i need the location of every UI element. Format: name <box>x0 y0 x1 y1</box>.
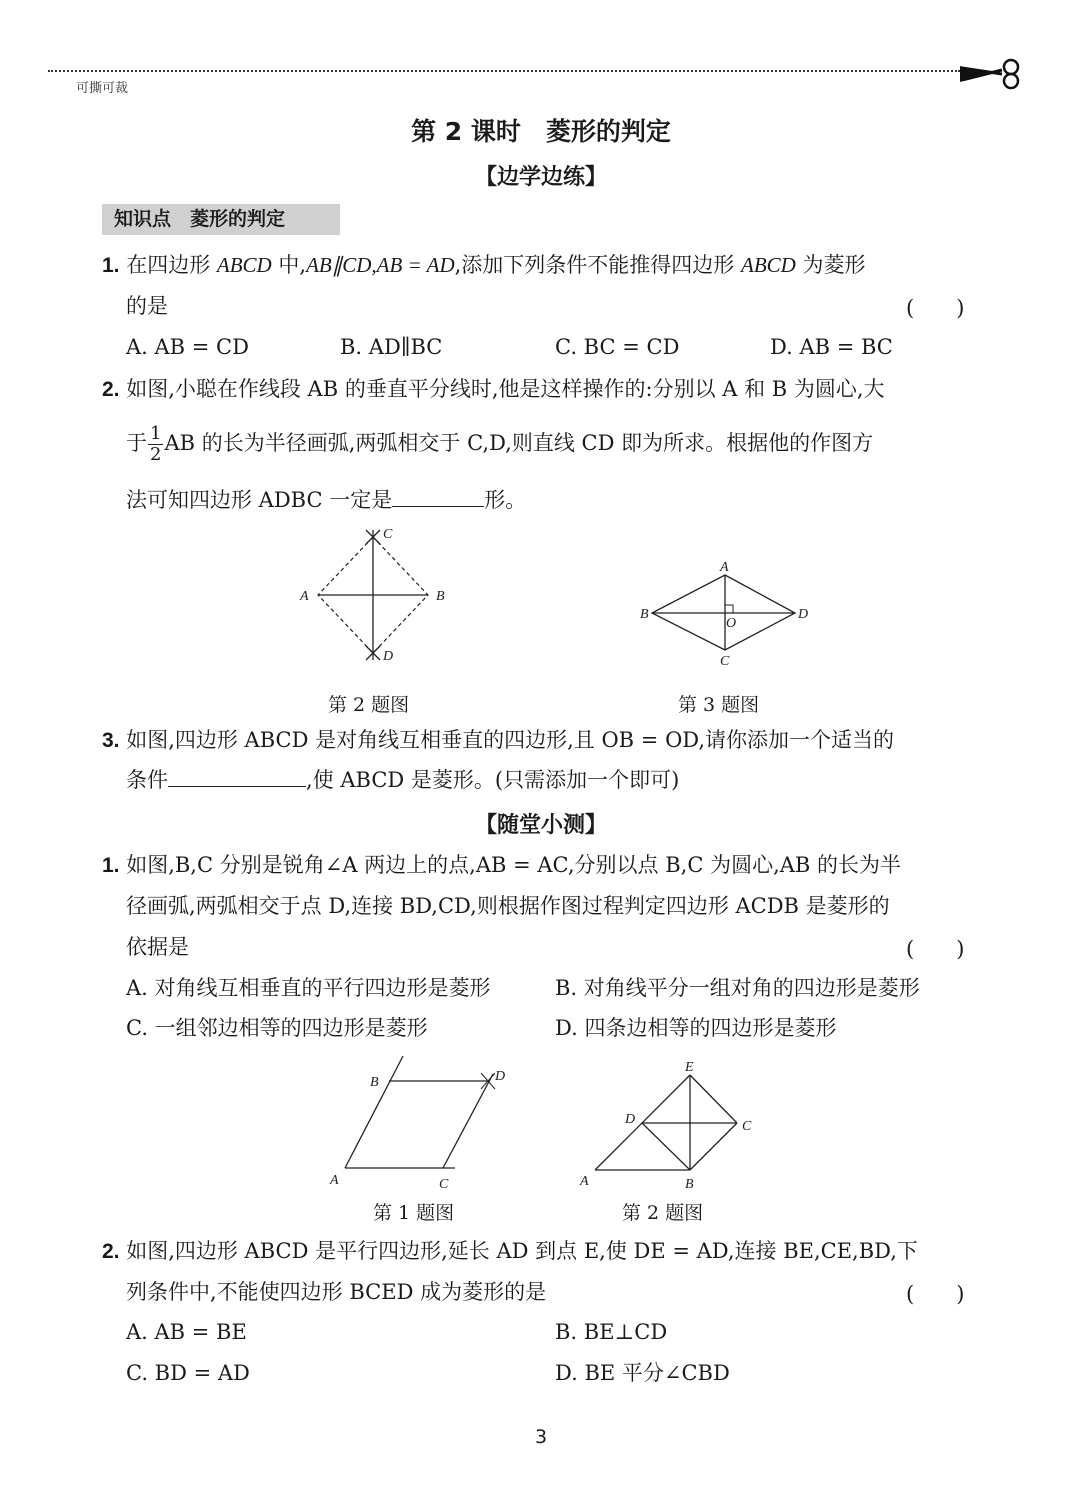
fig2-label-a: A <box>300 589 309 604</box>
t2-figure-caption: 第 2 题图 <box>622 1202 704 1224</box>
fig3-label-a: A <box>720 560 729 575</box>
t1-option-d: D. 四条边相等的四边形是菱形 <box>555 1016 837 1040</box>
cut-label: 可撕可裁 <box>76 81 129 96</box>
t2-option-b: B. BE⊥CD <box>555 1320 668 1344</box>
fig3-label-c: C <box>720 654 730 669</box>
t1-line1: 1. 如图,B,C 分别是锐角∠A 两边上的点,AB = AC,分别以点 B,C 为圆心,AB 的长为半 <box>102 853 902 877</box>
q1-option-d: D. AB = BC <box>770 335 893 359</box>
t2-option-a: A. AB = BE <box>126 1320 247 1344</box>
tfig1-label-d: D <box>495 1069 506 1084</box>
q3-line1: 3. 如图,四边形 ABCD 是对角线互相垂直的四边形,且 OB = OD,请你添加一个适当的 <box>102 728 895 752</box>
section-heading-quiz: 【随堂小测】 <box>474 813 607 838</box>
cut-line <box>48 70 960 72</box>
figure-q2 <box>290 520 460 670</box>
fig3-label-d: D <box>798 607 809 622</box>
q3-answer-blank[interactable] <box>168 766 306 787</box>
page-title: 第 2 课时 菱形的判定 <box>411 117 671 146</box>
figure-q3 <box>630 555 820 670</box>
tfig1-label-a: A <box>330 1173 339 1188</box>
fig3-label-b: B <box>640 607 649 622</box>
tfig1-label-b: B <box>370 1075 379 1090</box>
q1-line1: 1. 在四边形 ABCD 中,AB∥CD,AB = AD,添加下列条件不能推得四边形 ABCD 为菱形 <box>102 253 866 277</box>
q2-line1: 2. 如图,小聪在作线段 AB 的垂直平分线时,他是这样操作的:分别以 A 和 B 为圆心,大 <box>102 377 885 401</box>
q3-line2: 条件 ,使 ABCD 是菱形。(只需添加一个即可) <box>126 768 680 792</box>
t1-answer-paren: ( ) <box>906 937 965 961</box>
section-heading-practice: 【边学边练】 <box>474 165 607 190</box>
t2-answer-paren: ( ) <box>906 1282 965 1306</box>
t1-option-c: C. 一组邻边相等的四边形是菱形 <box>126 1016 428 1040</box>
q1-option-b: B. AD∥BC <box>340 335 443 359</box>
page-number: 3 <box>534 1426 548 1448</box>
q1-line2: 的是 <box>126 294 168 318</box>
tfig1-label-c: C <box>439 1177 449 1190</box>
q3-figure-caption: 第 3 题图 <box>678 694 760 716</box>
scissors-icon <box>958 56 1028 92</box>
t1-option-a: A. 对角线互相垂直的平行四边形是菱形 <box>126 976 491 1000</box>
t1-line2: 径画弧,两弧相交于点 D,连接 BD,CD,则根据作图过程判定四边形 ACDB 是菱形的 <box>126 894 890 918</box>
tfig2-label-d: D <box>625 1112 636 1127</box>
fig2-label-d: D <box>383 649 394 664</box>
fig3-label-o: O <box>726 616 737 631</box>
t1-figure-caption: 第 1 题图 <box>373 1202 455 1224</box>
q2-answer-blank[interactable] <box>392 486 484 507</box>
t2-line2: 列条件中,不能使四边形 BCED 成为菱形的是 <box>126 1280 547 1304</box>
q2-line3: 法可知四边形 ADBC 一定是 形。 <box>126 488 527 512</box>
t2-option-d: D. BE 平分∠CBD <box>555 1361 730 1385</box>
q2-line2: 于 $\frac{1}{2}$ AB 的长为半径画弧,两弧相交于 C,D,则直线 CD 即为所求。根据他的作图方 <box>126 423 874 465</box>
fraction-one-half: $\frac{1}{2}$ <box>150 423 162 465</box>
knowledge-point-label: 知识点 菱形的判定 <box>102 204 340 235</box>
fig2-label-c: C <box>383 527 393 542</box>
t1-line3: 依据是 <box>126 935 189 959</box>
q1-answer-paren: ( ) <box>906 296 965 320</box>
tfig2-label-c: C <box>742 1119 752 1134</box>
tfig2-label-a: A <box>580 1174 589 1189</box>
t2-option-c: C. BD = AD <box>126 1361 250 1385</box>
q1-option-c: C. BC = CD <box>555 335 680 359</box>
tfig2-label-e: E <box>685 1060 694 1075</box>
figure-t1 <box>325 1050 525 1190</box>
t2-line1: 2. 如图,四边形 ABCD 是平行四边形,延长 AD 到点 E,使 DE = AD,连接 BE,CE,BD,下 <box>102 1239 918 1263</box>
figure-t2 <box>575 1055 775 1195</box>
tfig2-label-b: B <box>685 1177 694 1192</box>
t1-option-b: B. 对角线平分一组对角的四边形是菱形 <box>555 976 920 1000</box>
q1-option-a: A. AB = CD <box>126 335 249 359</box>
fig2-label-b: B <box>436 589 445 604</box>
q2-figure-caption: 第 2 题图 <box>328 694 410 716</box>
